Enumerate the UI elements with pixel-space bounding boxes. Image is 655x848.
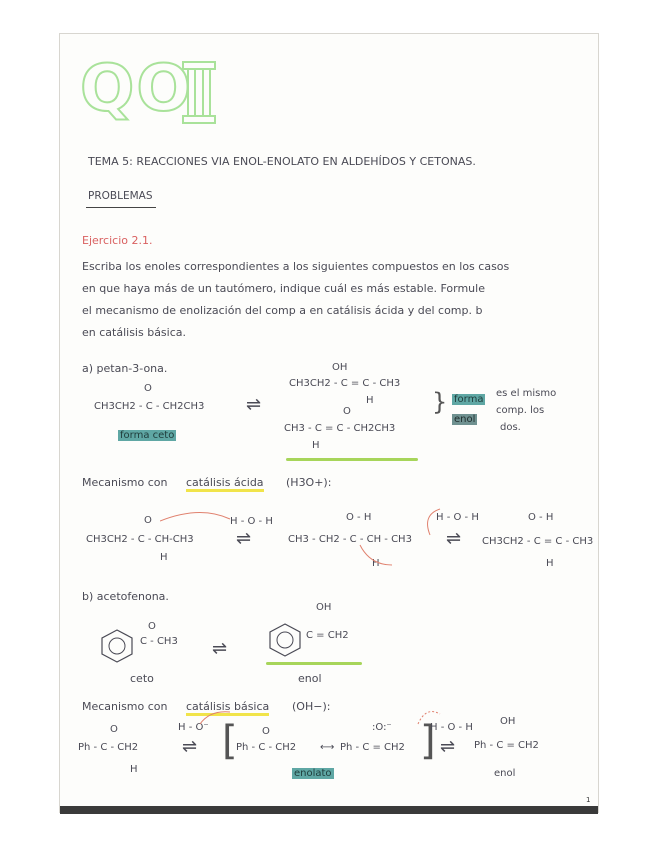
page-edge [60,806,598,814]
resonance-arrow: ⟷ [320,742,335,753]
resonance-bracket-left: [ [222,718,238,764]
product-oh: OH [500,716,516,727]
benzene-ring-enol [268,622,302,658]
base-oh: H - O⁻ [178,722,209,733]
keto-a-formula: CH3CH2 - C - CH2CH3 [94,401,205,412]
enol2-o: O [343,406,351,417]
base-s1-h: H [130,764,138,775]
keto-a-oxygen: O [144,383,152,394]
equilibrium-arrow-base-2: ⇌ [440,736,456,757]
acid-s2-o: O - H [346,512,372,523]
tag-forma-ceto: forma ceto [120,430,175,441]
acid-h3o: H - O - H [230,516,273,527]
equilibrium-arrow-base-1: ⇌ [182,736,198,757]
course-title: QO [80,52,193,126]
acid-s1-o: O [144,515,152,526]
acid-s3-formula: CH3CH2 - C = C - CH3 [482,536,594,547]
acid-mech-highlight: catálisis ácida [186,476,264,492]
acid-s1-formula: CH3CH2 - C - CH-CH3 [86,534,194,545]
equilibrium-arrow-a: ⇌ [246,394,262,415]
tag-enol: enol [454,414,476,425]
enol1-formula: CH3CH2 - C = C - CH3 [289,378,401,389]
product-label: enol [494,768,516,779]
note-line-3: dos. [500,422,521,433]
base-s1-formula: Ph - C - CH2 [78,742,139,753]
base-mech-prefix: Mecanismo con [82,700,168,713]
caption-keto: ceto [130,672,154,685]
section-heading: PROBLEMAS [88,190,153,202]
part-b-label: b) acetofenona. [82,590,169,603]
res2-formula: Ph - C = CH2 [340,742,405,753]
enol2-formula: CH3 - C = C - CH2CH3 [284,423,396,434]
enol2-h: H [312,440,320,451]
resonance-bracket-right: ] [420,718,436,764]
page-number: 1 [586,796,591,804]
base-curved-arrows [190,704,470,744]
acid-s3-oh: O - H [528,512,554,523]
statement-line-2: en que haya más de un tautómero, indique cuál es más estable. Formule [82,282,485,295]
brace: } [432,388,448,416]
statement-line-3: el mecanismo de enolización del comp a en catálisis ácida y del comp. b [82,304,483,317]
caption-enol: enol [298,672,322,685]
benzene-ring-keto [100,628,134,664]
res1-formula: Ph - C - CH2 [236,742,297,753]
acid-s1-h: H [160,552,168,563]
note-line-1: es el mismo [496,388,557,399]
topic-heading: TEMA 5: REACCIONES VIA ENOL-ENOLATO EN ALDEHÍDOS Y CETONAS. [88,155,476,168]
acid-s2-formula: CH3 - CH2 - C - CH - CH3 [288,534,412,545]
base-mech-highlight: catálisis básica [186,700,269,716]
statement-line-4: en catálisis básica. [82,326,187,339]
equilibrium-arrow-acid-1: ⇌ [236,528,252,549]
acid-mech-prefix: Mecanismo con [82,476,168,489]
equilibrium-arrow-acid-2: ⇌ [446,528,462,549]
exercise-label: Ejercicio 2.1. [82,234,153,247]
keto-b-o: O [148,621,156,632]
answer-underline-a [286,458,418,461]
product-formula: Ph - C = CH2 [474,740,539,751]
base-s1-o: O [110,724,118,735]
statement-line-1: Escriba los enoles correspondientes a los siguientes compuestos en los casos [82,260,510,273]
answer-underline-b [266,662,362,665]
equilibrium-arrow-b: ⇌ [212,638,228,659]
enol-b-group: C = CH2 [306,630,349,641]
base-mech-suffix: (OH−): [292,700,331,713]
acid-h2o: H - O - H [436,512,479,523]
res2-o: :O:⁻ [372,722,392,733]
acid-curved-arrows [160,505,580,575]
tag-forma: forma [454,394,484,405]
acid-mech-suffix: (H3O+): [286,476,332,489]
part-a-label: a) petan-3-ona. [82,362,168,375]
enolato-tag: enolato [294,768,332,779]
keto-b-group: C - CH3 [140,636,178,647]
base-water: H - O - H [430,722,473,733]
course-title-roman [182,58,216,128]
enol-b-oh: OH [316,602,332,613]
acid-s3-h: H [546,558,554,569]
note-line-2: comp. los [496,405,545,416]
res1-o: O [262,726,270,737]
section-underline [86,207,156,208]
enol1-oh: OH [332,362,348,373]
acid-s2-h: H [372,558,380,569]
enol1-h: H [366,395,374,406]
